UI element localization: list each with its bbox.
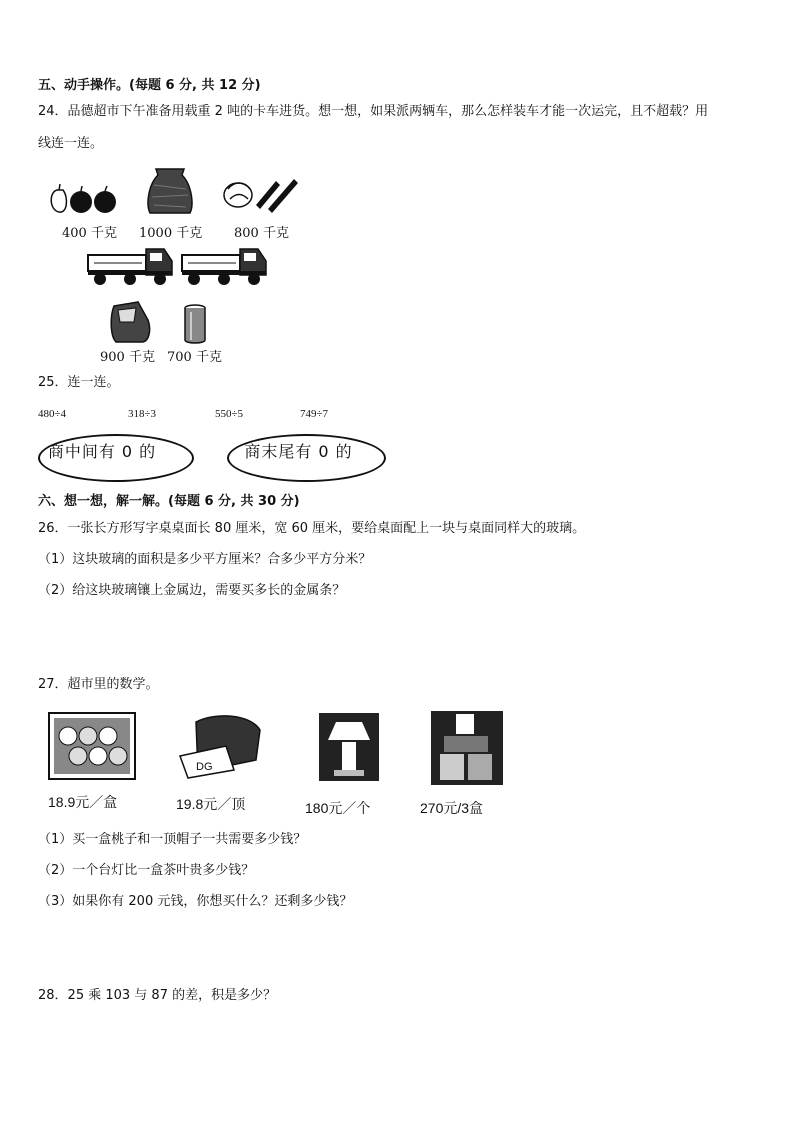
q26-sub1: （1）这块玻璃的面积是多少平方厘米？合多少平方分米？ — [38, 552, 372, 567]
expression-1: 480÷4 — [38, 408, 67, 420]
tea-box-icon — [430, 710, 504, 786]
cap-icon — [176, 712, 266, 780]
q27-title: 27．超市里的数学。 — [38, 677, 159, 692]
price-label-3: 180元／个 — [305, 800, 371, 816]
expression-4: 749÷7 — [300, 408, 329, 420]
expression-2: 318÷3 — [128, 408, 157, 420]
answer-oval-2 — [227, 434, 386, 482]
price-label-1: 18.9元／盒 — [48, 794, 118, 810]
truck-icon — [180, 245, 268, 287]
q27-sub1: （1）买一盒桃子和一顶帽子一共需要多少钱？ — [38, 832, 307, 847]
price-label-2: 19.8元／顶 — [176, 796, 246, 812]
section-6-heading: 六、想一想，解一解。(每题 6 分, 共 30 分) — [38, 494, 300, 509]
fruit-icon — [45, 172, 120, 216]
peach-box-icon — [48, 712, 136, 780]
goods-label-1: 400 千克 — [62, 226, 117, 241]
q26-sub2: （2）给这块玻璃镶上金属边，需要买多长的金属条？ — [38, 583, 346, 598]
section-5-heading: 五、动手操作。(每题 6 分, 共 12 分) — [38, 78, 261, 93]
goods-label-3: 800 千克 — [234, 226, 289, 241]
answer-oval-1 — [38, 434, 194, 482]
goods-label-4: 900 千克 — [100, 350, 155, 365]
q25-title: 25．连一连。 — [38, 375, 120, 390]
goods-label-5: 700 千克 — [167, 350, 222, 365]
q26-stem: 26．一张长方形写字桌桌面长 80 厘米，宽 60 厘米，要给桌面配上一块与桌面同样大的玻璃。 — [38, 521, 586, 536]
barrel-icon — [183, 304, 207, 344]
svg-text:DG: DG — [196, 761, 213, 773]
q27-sub2: （2）一个台灯比一盒茶叶贵多少钱？ — [38, 863, 255, 878]
sack-icon — [108, 300, 152, 344]
expression-3: 550÷5 — [215, 408, 244, 420]
sack-icon — [146, 165, 194, 215]
q27-sub3: （3）如果你有 200 元钱，你想买什么？还剩多少钱？ — [38, 894, 353, 909]
vegetables-icon — [222, 175, 302, 215]
lamp-icon — [318, 712, 380, 782]
goods-label-2: 1000 千克 — [139, 226, 203, 241]
q24-stem-line2: 线连一连。 — [38, 136, 104, 151]
truck-icon — [86, 245, 174, 287]
answer-oval-1-label: 商中间有 0 的 — [47, 442, 157, 461]
answer-oval-2-label: 商末尾有 0 的 — [244, 442, 353, 461]
q28-stem: 28．25 乘 103 与 87 的差，积是多少？ — [38, 988, 277, 1003]
q24-stem-line1: 24．品德超市下午准备用载重 2 吨的卡车进货。想一想，如果派两辆车，那么怎样装车才能一次运完，且不超载？用 — [38, 104, 709, 119]
price-label-4: 270元/3盒 — [420, 800, 484, 816]
